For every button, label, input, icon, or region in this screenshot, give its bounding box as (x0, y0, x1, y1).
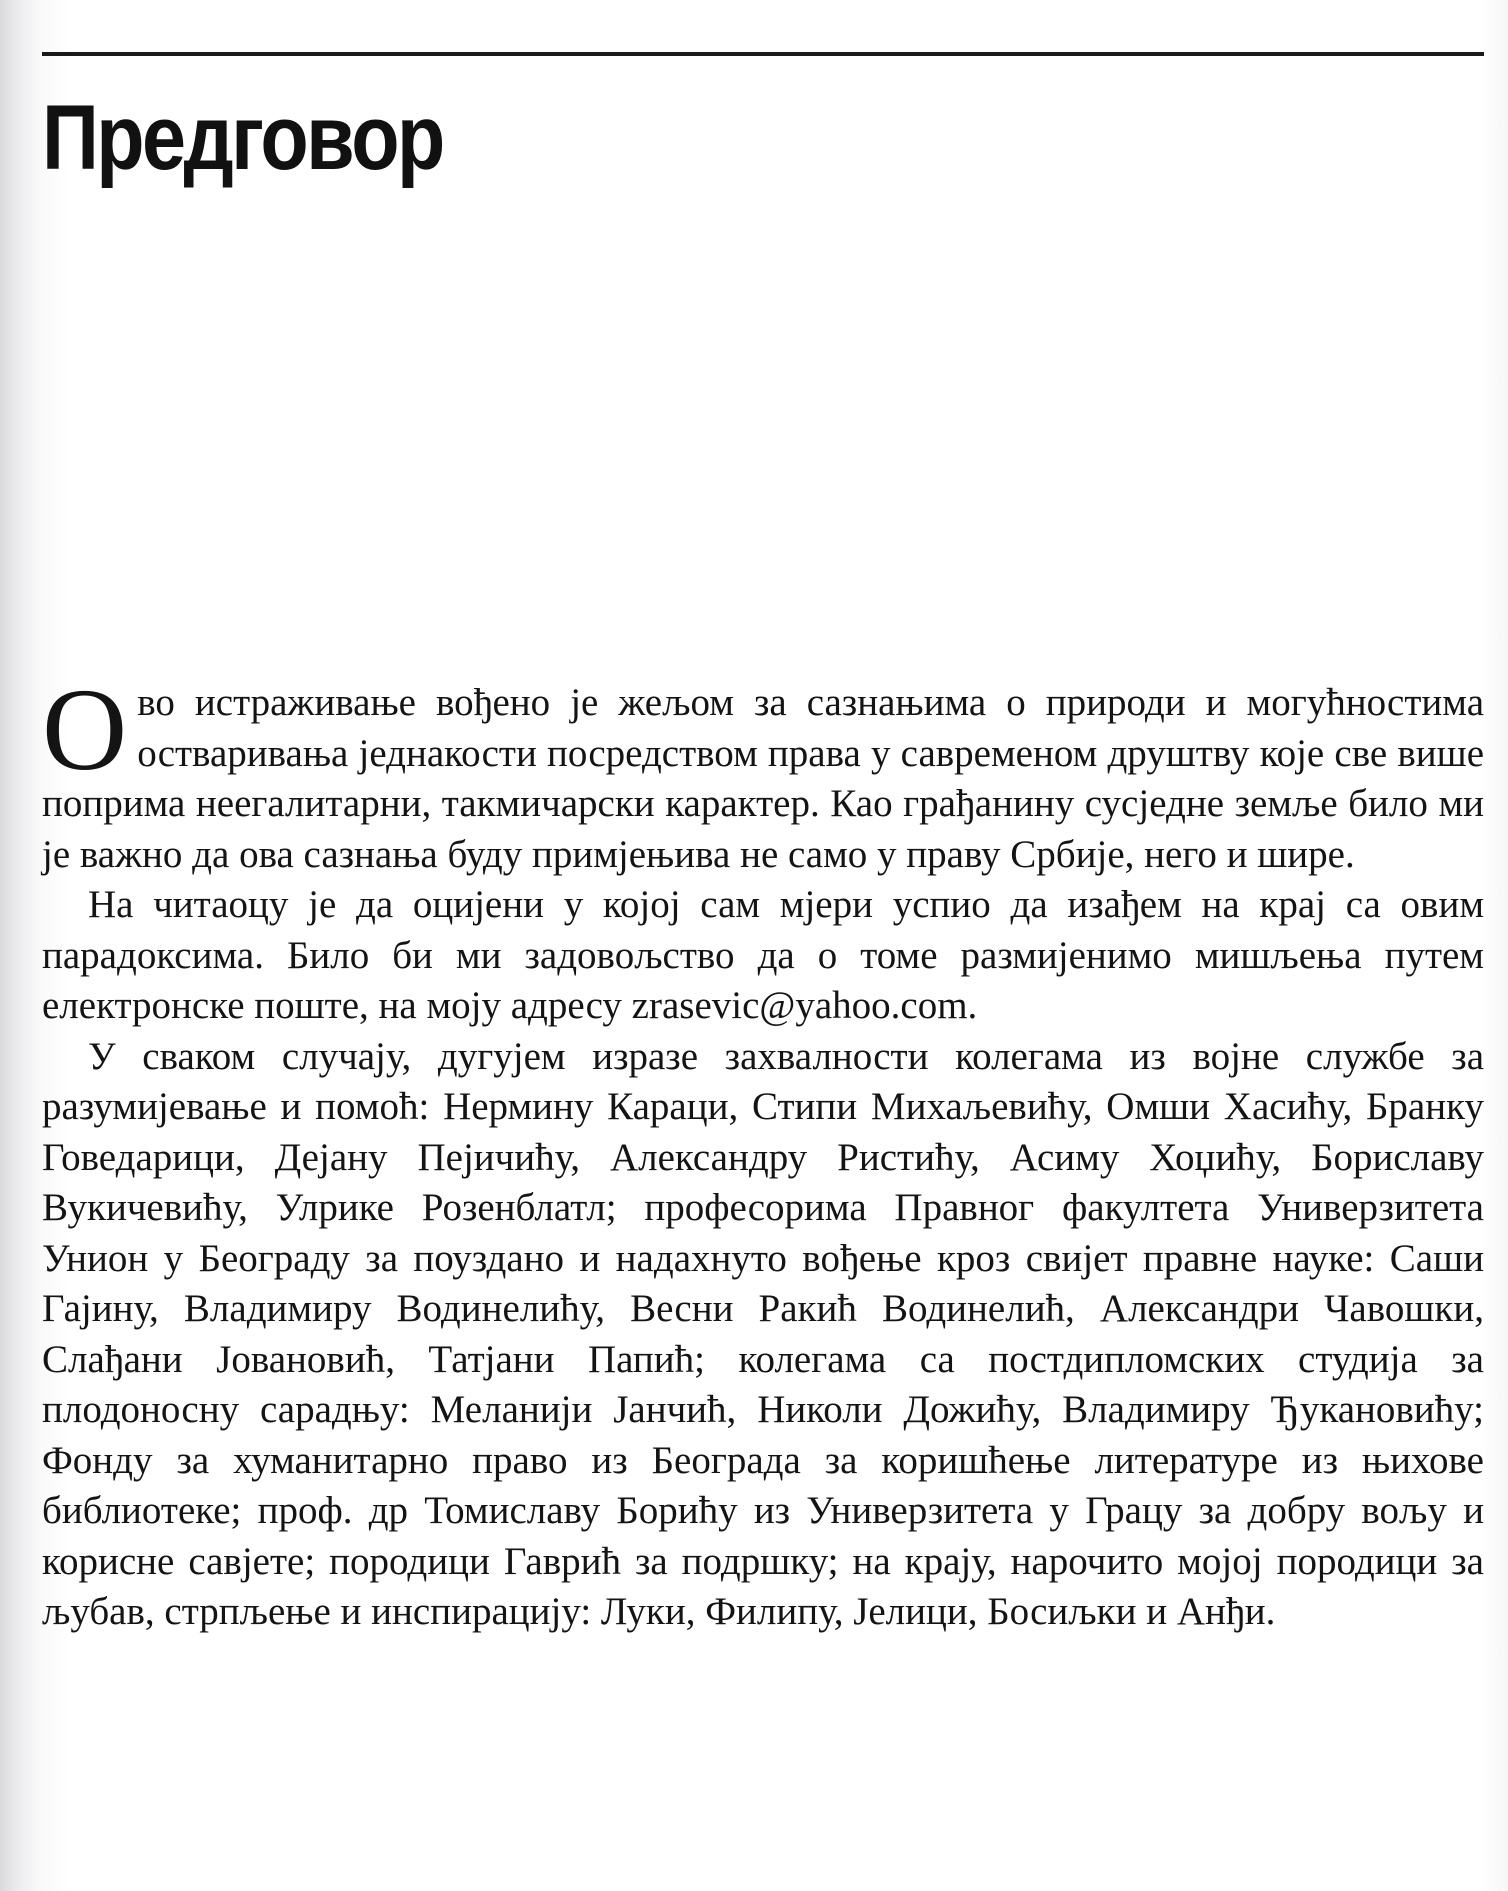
chapter-title: Предговор (42, 87, 443, 189)
drop-cap: О (42, 664, 128, 795)
paragraph-3: У сваком случају, дугујем изразе захвалности колегама из војне службе за разумијевање и помоћ: Нермину Караци, Стипи Михаљевићу, Омши Хасићу, Бранку Говедарици, Дејану Пејичићу, Александру Ристићу, Асиму Хоџићу, Бориславу Вукичевићу, Улрике Розенблатл; професорима Правног факултета Универзитета Унион у Београду за поуздано и надахнуто вођење кроз свијет правне науке: Саши Гајину, Владимиру Водинелићу, Весни Ракић Водинелић, Александри Чавошки, Слађани Јовановић, Татјани Папић; колегама са постдипломских студија за плодоносну сарадњу: Меланији Јанчић, Николи Дожићу, Владимиру Ђукановићу; Фонду за хуманитарно право из Београда за коришћење литературе из њихове библиотеке; проф. др Томиславу Борићу из Универзитета у Грацу за добру вољу и корисне савјете; породици Гаврић за подршку; на крају, нарочито мојој породици за љубав, стрпљење и инспирацију: Луки, Филипу, Јелици, Босиљки и Анђи. (42, 1034, 1484, 1633)
top-rule (42, 52, 1484, 56)
paragraph-1 (42, 664, 1484, 880)
body-text (42, 664, 1484, 1638)
paragraph-1-text: во истраживање вођено је жељом за сазнањима о природи и могућностима остваривања једнакости посредством права у савременом друштву које све више поприма неегалитарни, такмичарски карактер. Као грађанину сусједне земље било ми је важно да ова сазнања буду примјењива не само у праву Србије, него и шире. (42, 681, 1484, 876)
paragraph-2: На читаоцу је да оцијени у којој сам мјери успио да изађем на крај са овим парадоксима. Било би ми задовољство да о томе размијенимо мишљења путем електронске поште, на моју адресу zrasevic@yahoo.com. (42, 883, 1484, 1027)
